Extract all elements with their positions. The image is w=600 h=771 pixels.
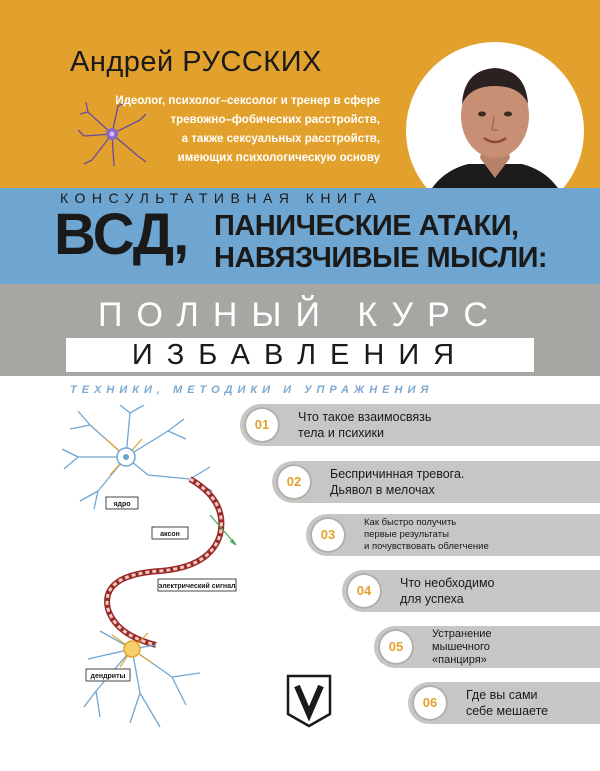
topic-text: Беспричинная тревога. Дьявол в мелочах <box>330 467 465 497</box>
title-line-2: НАВЯЗЧИВЫЕ МЫСЛИ: <box>214 242 548 274</box>
topic-02 <box>272 461 600 503</box>
topic-text: Как быстро получить первые результаты и почувствовать облегчение <box>364 517 489 552</box>
author-name: Андрей РУССКИХ <box>70 46 322 78</box>
upper-dendrites <box>62 405 212 509</box>
label-axon: аксон <box>160 531 180 538</box>
topic-05 <box>374 626 600 668</box>
author-description: Идеолог, психолог–сексолог и тренер в сфере тревожно–фобических расстройств, а также сексуальных расстройств, имеющих психологическую основу <box>115 95 380 164</box>
topic-text: Где вы сами себе мешаете <box>466 688 549 718</box>
label-nucleus: ядро <box>113 501 131 508</box>
techniques-subtitle: ТЕХНИКИ, МЕТОДИКИ И УПРАЖНЕНИЯ <box>70 384 434 396</box>
course-title-line-2: ИЗБАВЛЕНИЯ <box>131 339 469 371</box>
series-label: КОНСУЛЬТАТИВНАЯ КНИГА <box>60 190 383 206</box>
neuron-diagram <box>60 405 270 745</box>
topic-number: 04 <box>346 573 382 609</box>
title-line-1: ПАНИЧЕСКИЕ АТАКИ, <box>214 210 519 242</box>
topic-text: Устранение мышечного «панциря» <box>432 627 492 666</box>
course-title-line-1: ПОЛНЫЙ КУРС <box>98 296 502 334</box>
topic-number: 01 <box>244 407 280 443</box>
topic-text: Что необходимо для успеха <box>400 576 495 606</box>
v-logo-icon <box>286 674 332 728</box>
topic-number: 02 <box>276 464 312 500</box>
topic-04 <box>342 570 600 612</box>
topic-number: 06 <box>412 685 448 721</box>
label-signal: электрический сигнал <box>158 583 236 590</box>
topic-number: 05 <box>378 629 414 665</box>
topic-number: 03 <box>310 517 346 553</box>
title-abbr: ВСД, <box>54 202 189 267</box>
topic-06 <box>408 682 600 724</box>
topic-text: Что такое взаимосвязь тела и психики <box>298 410 432 440</box>
label-dendrites: дендриты <box>90 673 126 680</box>
topic-03 <box>306 514 600 556</box>
topic-01 <box>240 404 600 446</box>
